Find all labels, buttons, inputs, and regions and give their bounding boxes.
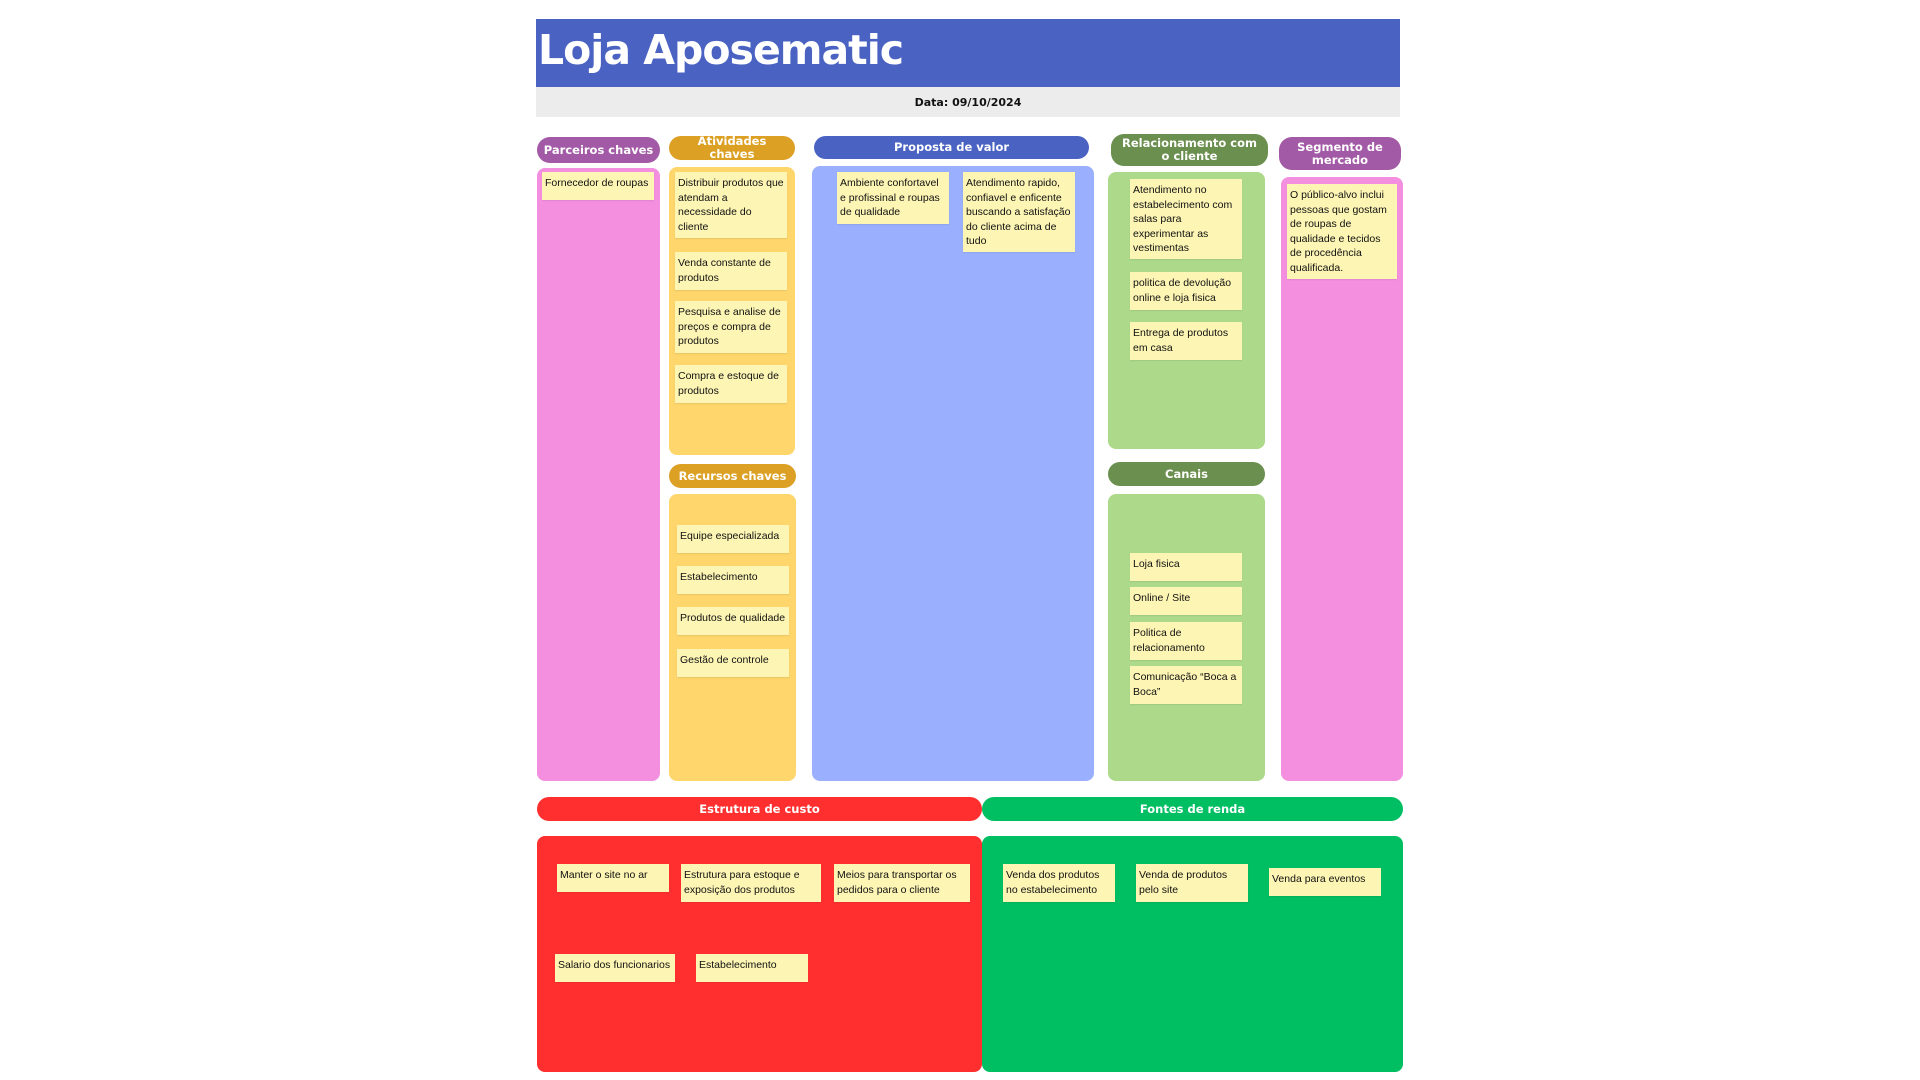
sticky-note: Venda para eventos	[1269, 868, 1381, 896]
sticky-note: Produtos de qualidade	[677, 607, 789, 635]
sticky-note: Online / Site	[1130, 587, 1242, 615]
relacionamento-header: Relacionamento com o cliente	[1111, 134, 1268, 166]
proposta-de-valor-header: Proposta de valor	[814, 136, 1089, 159]
sticky-note: Venda dos produtos no estabelecimento	[1003, 864, 1115, 902]
sticky-note: Venda de produtos pelo site	[1136, 864, 1248, 902]
sticky-note: Venda constante de produtos	[675, 252, 787, 290]
sticky-note: Fornecedor de roupas	[542, 172, 654, 200]
sticky-note: Estabelecimento	[677, 566, 789, 594]
estrutura-de-custo-header: Estrutura de custo	[537, 797, 982, 821]
sticky-note: Pesquisa e analise de preços e compra de produtos	[675, 301, 787, 353]
sticky-note: Entrega de produtos em casa	[1130, 322, 1242, 360]
date-label: Data: 09/10/2024	[536, 87, 1400, 117]
sticky-note: Salario dos funcionarios	[555, 954, 675, 982]
sticky-note: Compra e estoque de produtos	[675, 365, 787, 403]
sticky-note: Estrutura para estoque e exposição dos produtos	[681, 864, 821, 902]
proposta-de-valor-column	[812, 166, 1094, 781]
sticky-note: Gestão de controle	[677, 649, 789, 677]
sticky-note: Distribuir produtos que atendam a necessidade do cliente	[675, 172, 787, 238]
sticky-note: Equipe especializada	[677, 525, 789, 553]
canais-header: Canais	[1108, 462, 1265, 486]
segmento-de-mercado-header: Segmento de mercado	[1279, 137, 1401, 170]
page-title: Loja Aposematic	[538, 26, 904, 74]
fontes-de-renda-header: Fontes de renda	[982, 797, 1403, 821]
sticky-note: Meios para transportar os pedidos para o cliente	[834, 864, 970, 902]
sticky-note: Ambiente confortavel e profissinal e roupas de qualidade	[837, 172, 949, 224]
parceiros-chaves-column	[537, 168, 660, 781]
sticky-note: Comunicação “Boca a Boca”	[1130, 666, 1242, 704]
sticky-note: O público-alvo inclui pessoas que gostam de roupas de qualidade e tecidos de procedência qualificada.	[1287, 184, 1397, 279]
sticky-note: Loja fisica	[1130, 553, 1242, 581]
parceiros-chaves-header: Parceiros chaves	[537, 137, 660, 163]
sticky-note: Manter o site no ar	[557, 864, 669, 892]
sticky-note: Atendimento rapido, confiavel e enficente buscando a satisfação do cliente acima de tudo	[963, 172, 1075, 252]
sticky-note: politica de devolução online e loja fisica	[1130, 272, 1242, 310]
atividades-chaves-header: Atividades chaves	[669, 136, 795, 160]
sticky-note: Atendimento no estabelecimento com salas para experimentar as vestimentas	[1130, 179, 1242, 259]
sticky-note: Politica de relacionamento	[1130, 622, 1242, 660]
sticky-note: Estabelecimento	[696, 954, 808, 982]
recursos-chaves-header: Recursos chaves	[669, 464, 796, 488]
